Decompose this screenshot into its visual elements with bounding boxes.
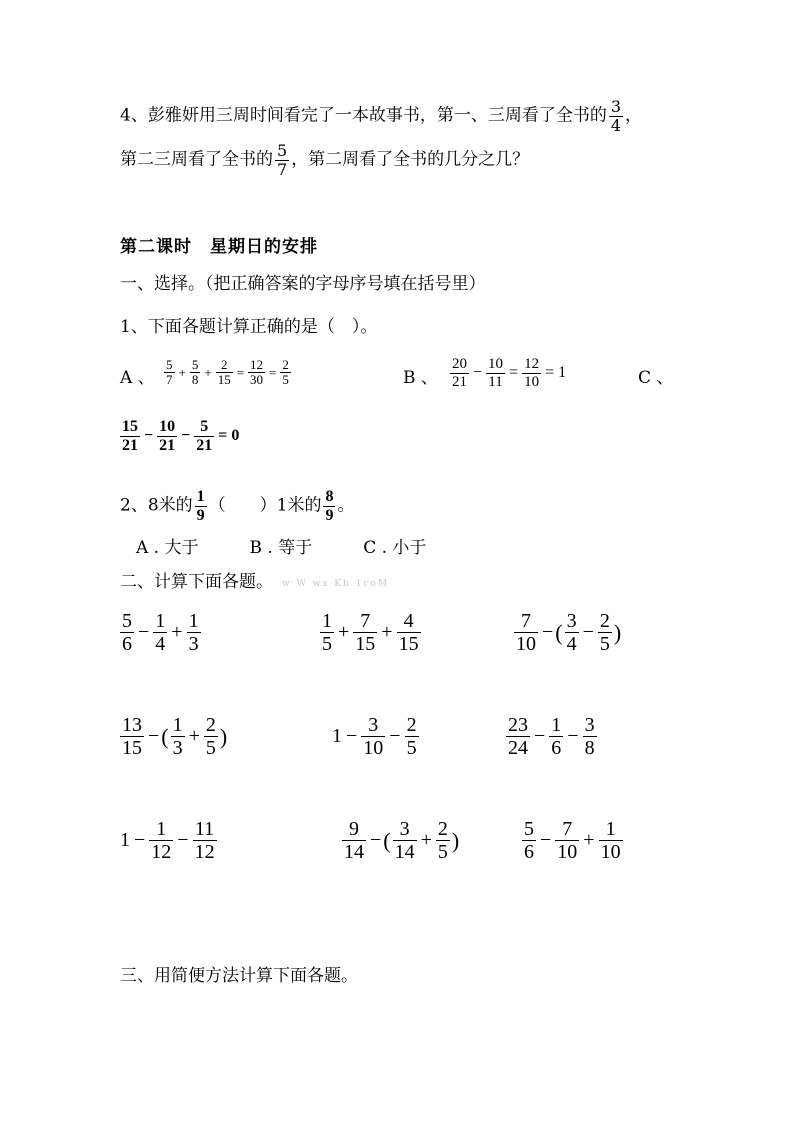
calc-expression-8: $\frac{9}{14}$ −( $\frac{3}{14}$ + $\frac{2}{5}$ ) — [344, 818, 460, 863]
calc-expression-9: $\frac{5}{6}$ − $\frac{7}{10}$ + $\frac{1}{10}$ — [524, 818, 621, 863]
option-b-label: B 、 — [403, 368, 438, 388]
section-3-title: 三、用简便方法计算下面各题。 — [120, 966, 358, 986]
calc-expression-6: $\frac{23}{24}$ − $\frac{1}{6}$ − $\frac{3}{8}$ — [508, 714, 595, 759]
fraction: $\frac{3}{4}$ — [610, 97, 622, 135]
section-2-title: 二、计算下面各题。 — [120, 572, 273, 592]
calc-expression-3: $\frac{7}{10}$ −( $\frac{3}{4}$ − $\frac{2}{5}$ ) — [516, 610, 622, 655]
question-1-text: 1、下面各题计算正确的是（ ）。 — [120, 317, 378, 337]
calc-expression-1: $\frac{5}{6}$ − $\frac{1}{4}$ + $\frac{1}{3}$ — [122, 610, 199, 655]
fraction: $\frac{5}{7}$ — [277, 141, 288, 179]
calc-expression-5: 1 − $\frac{3}{10}$ − $\frac{2}{5}$ — [332, 714, 417, 759]
problem-4-line-2: 第二三周看了全书的 $\frac{5}{7}$ ，第二周看了全书的几分之几？ — [120, 141, 530, 179]
question-2-text: 2、8米的 $\frac{1}{9}$ （ ）1米的 $\frac{8}{9}$ 。 — [120, 488, 355, 524]
option-b-expression: $\frac{20}{21}$ − $\frac{10}{11}$ = $\frac{12}{10}$ = 1 — [452, 356, 567, 390]
calc-expression-4: $\frac{13}{15}$ −( $\frac{1}{3}$ + $\frac{2}{5}$ ) — [122, 714, 228, 759]
watermark: w W wx Kb 1coM — [282, 579, 390, 589]
option-c-label: C 、 — [638, 368, 674, 388]
calc-expression-7: 1 − $\frac{1}{12}$ − $\frac{11}{12}$ — [120, 818, 215, 863]
lesson-title: 第二课时 星期日的安排 — [120, 237, 318, 257]
option-a-label: A 、 — [120, 368, 155, 388]
problem-4-line-1: 4、彭雅妍用三周时间看完了一本故事书，第一、三周看了全书的 $\frac{3}{4}$ ， — [120, 97, 643, 135]
question-2-choices: A . 大于 B . 等于 C . 小于 — [136, 538, 427, 558]
option-c-expression: $\frac{15}{21}$ − $\frac{10}{21}$ − $\frac{5}{21}$ = 0 — [122, 418, 240, 454]
calc-expression-2: $\frac{1}{5}$ + $\frac{7}{15}$ + $\frac{4}{15}$ — [322, 610, 419, 655]
section-1-title: 一、选择。（把正确答案的字母序号填在括号里） — [120, 274, 486, 294]
option-a-expression: $\frac{5}{7}$ + $\frac{5}{8}$ + $\frac{2}{15}$ = $\frac{12}{30}$ = $\frac{2}{5}$ — [166, 357, 289, 388]
